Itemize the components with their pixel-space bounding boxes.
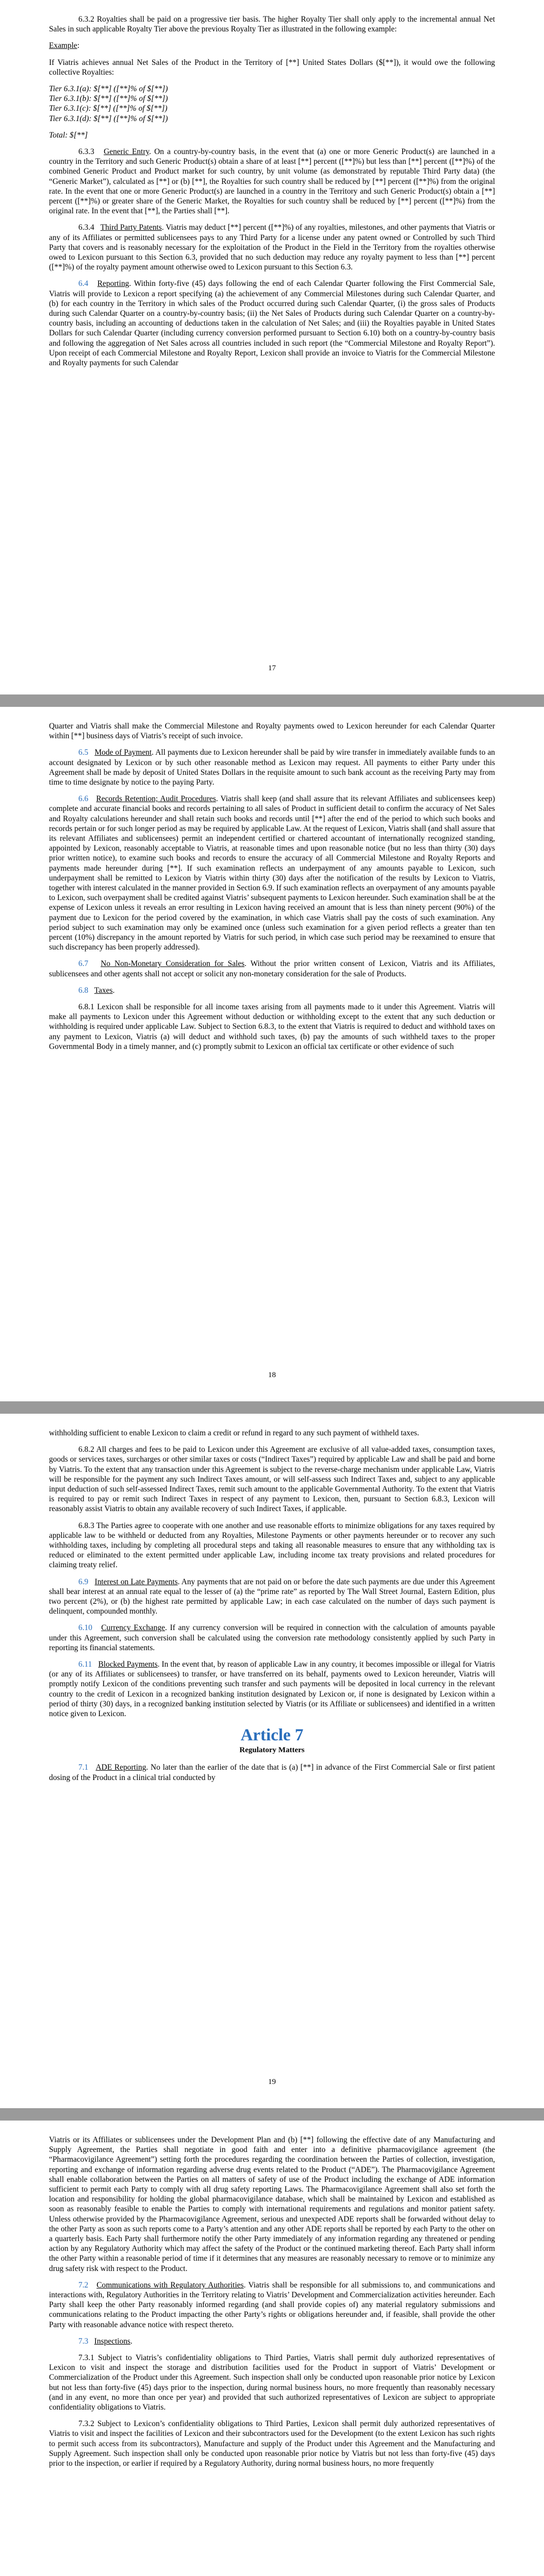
continued-paragraph: Quarter and Viatris shall make the Commercial Milestone and Royalty payments owed to Lexicon hereunder for each Calendar Quarter within [**] business days of Viatris’s receipt of such invoice. bbox=[49, 722, 495, 741]
section-number: 6.11 bbox=[78, 1660, 92, 1669]
section-title: ADE Reporting bbox=[95, 1763, 146, 1772]
tier-list bbox=[49, 84, 495, 124]
section-6-7 bbox=[49, 959, 495, 978]
section-6-3-3 bbox=[49, 147, 495, 216]
section-7-3-1: 7.3.1 Subject to Viatris’s confidentiality obligations to Third Parties, Viatris shall permit duly authorized representatives of Lexicon to visit and inspect the storage and distribution facilities used for the Product in support of Viatris’ Development or Commercialization of the Product under this Agreement. Such inspection shall only be conducted upon reasonable prior notice by Lexicon but not less than forty-five (45) days prior to the inspection, during normal business hours, no more frequently than reasonably necessary (and in any event, no more than once per year) and provided that such authorized representatives of Lexicon are subject to appropriate confidentiality obligations to Viatris. bbox=[49, 2353, 495, 2412]
document-page-18 bbox=[0, 707, 544, 1401]
section-number: 6.8 bbox=[78, 986, 89, 995]
section-title: Currency Exchange bbox=[101, 1623, 165, 1633]
section-number: 6.3.3 bbox=[78, 147, 94, 157]
section-body: . Within forty-five (45) days following the end of each Calendar Quarter following the First Commercial Sale, Viatris will provide to Lexicon a report specifying (a) the achievement of any Commercial Milestones during such Calendar Quarter, and (b) for each country in the Territory in which sales of the Product occurred during such Calendar Quarter, (i) the gross sales of Products during such Calendar Quarter on a country-by-country basis; (ii) the Net Sales of Products during such Calendar Quarter on a country-by-country basis, including an accounting of deductions taken in the calculation of Net Sales; and (iii) the Royalties payable in United States Dollars for such Calendar Quarter (including currency conversion performed pursuant to Section 6.10) both on a country-by-country basis and following the aggregation of Net Sales across all countries included in such report (the “Commercial Milestone and Royalty Report”). Upon receipt of each Commercial Milestone and Royalty Report, Lexicon shall provide an invoice to Viatris for the Commercial Milestone and Royalty payments for such Calendar bbox=[49, 279, 496, 368]
section-body: . Viatris may deduct [**] percent ([**]%) of any royalties, milestones, and other payments that Viatris or any of its Affiliates or permitted sublicensees pays to any Third Party for a license under any patent owned or Controlled by such Third Party that covers and is reasonably necessary for the exploitation of the Product in the Field in the Territory from the royalties otherwise owed to Lexicon pursuant to this Section 6.3, provided that no such deduction may reduce any royalty payment to less than [**] percent ([**]%) of the royalty payment amount otherwise owed to Lexicon pursuant to this Section 6.3. bbox=[49, 223, 496, 272]
tier-line: Tier 6.3.1(b): $[**] ([**]% of $[**]) bbox=[49, 94, 168, 104]
section-number: 6.3.4 bbox=[78, 223, 94, 232]
section-title: Mode of Payment bbox=[94, 748, 152, 757]
section-number: 7.1 bbox=[78, 1763, 89, 1772]
section-title: Generic Entry bbox=[104, 147, 150, 157]
section-title: Reporting bbox=[97, 279, 129, 289]
section-body: . No later than the earlier of the date that is (a) [**] in advance of the First Commercial Sale or first patient dosing of the Product in a clinical trial conducted by bbox=[49, 1763, 495, 1782]
section-6-3-4 bbox=[49, 223, 495, 272]
example-label-text: Example bbox=[49, 41, 77, 50]
section-6-4 bbox=[49, 279, 495, 368]
section-number: 6.5 bbox=[78, 748, 89, 757]
section-title: Inspections bbox=[94, 2336, 130, 2346]
document-page-17 bbox=[0, 0, 544, 694]
section-6-8-1: 6.8.1 Lexicon shall be responsible for all income taxes arising from all payments made to it under this Agreement. Viatris will make all payments to Lexicon under this Agreement without deduction or withholding except to the extent that any such deduction or withholding is required under applicable Law. Subject to Section 6.8.3, to the extent that Viatris is required to deduct and withhold taxes on any payment to Lexicon, Viatris (a) will deduct and withhold such taxes, (b) pay the amounts of such withheld taxes to the proper Governmental Body in a timely manner, and (c) promptly submit to Lexicon an official tax certificate or other evidence of such bbox=[49, 1003, 495, 1051]
section-body: . Any payments that are not paid on or before the date such payments are due under this Agreement shall bear interest at an annual rate equal to the lesser of (a) the “prime rate” as reported by The Wall Street Journal, Eastern Edition, plus two percent (2%), or (b) the highest rate permitted by applicable Law; in each case calculated on the number of days such payment is delinquent, compounded monthly. bbox=[49, 1577, 495, 1616]
article-subtitle: Regulatory Matters bbox=[239, 1746, 305, 1755]
total-line: Total: $[**] bbox=[49, 130, 88, 140]
example-label: Example: bbox=[49, 41, 79, 50]
section-number: 6.6 bbox=[78, 794, 89, 804]
section-body: . In the event that, by reason of applicable Law in any country, it becomes impossible or illegal for Viatris (or any of its Affiliates or sublicensees) to transfer, or have transferred on its behalf, payments owed to Lexicon hereunder, Viatris will promptly notify Lexicon of the conditions preventing such transfer and such payments will be deposited in local currency in the relevant country to the credit of Lexicon in a recognized banking institution designated by Lexicon or, if none is designated by Lexicon within a period of thirty (30) days, in a recognized banking institution selected by Viatris (or its Affiliate or sublicensees) and identified in a written notice given to Lexicon. bbox=[49, 1660, 495, 1719]
section-body: . On a country-by-country basis, in the event that (a) one or more Generic Product(s) are launched in a country in the Territory and such Generic Product(s) obtain a share of at least [**] percent ([**]%) but less than [**] percent ([**]%) of the combined Generic Product and Product market for such country, by unit volume (as demonstrated by reputable Third Party data) (the “Generic Market”), calculated as [**] or (b) [**], the Royalties for such country shall be reduced by [**] percent ([**]%) from the original rate. In the event that one or more Generic Product(s) are launched in a country in the Territory and such Generic Product(s) obtain a [**] percent ([**]%) or greater share of the Generic Market, the Royalties for such country shall be reduced by [**] percent ([**]%) from the original rate. In the event that [**], the Parties shall [**]. bbox=[49, 147, 496, 216]
section-title: Blocked Payments bbox=[98, 1660, 158, 1669]
tier-line: Tier 6.3.1(d): $[**] ([**]% of $[**]) bbox=[49, 114, 168, 123]
page-number: 18 bbox=[268, 1371, 276, 1379]
section-number: 6.4 bbox=[78, 279, 89, 289]
section-body: . All payments due to Lexicon hereunder shall be paid by wire transfer in immediately available funds to an account designated by Lexicon or by such other reasonable method as Lexicon may request. All payments to either Party under this Agreement shall be made by deposit of United States Dollars in the requisite amount to such bank account as the receiving Party may from time to time designate by notice to the paying Party. bbox=[49, 748, 495, 787]
section-body: . Viatris shall be responsible for all submissions to, and communications and interactions with, Regulatory Authorities in the Territory relating to Viatris’ Development and Commercialization activities hereunder. Each Party shall keep the other Party reasonably informed regarding (and shall provide copies of) any material regulatory submissions and communications relating to the Product impacting the other Party’s rights or obligations hereunder and, if feasible, shall provide the other Party with reasonable advance notice with respect thereto. bbox=[49, 2280, 496, 2329]
section-title: No Non-Monetary Consideration for Sales bbox=[101, 959, 245, 969]
section-6-8: 6.8 Taxes. bbox=[78, 986, 115, 995]
paragraph-6-3-2: 6.3.2 Royalties shall be paid on a progressive tier basis. The higher Royalty Tier shall only apply to the incremental annual Net Sales in such applicable Royalty Tier above the previous Royalty Tier as illustrated in the following example: bbox=[49, 15, 495, 34]
document-page-20 bbox=[0, 2121, 544, 2576]
section-title: Taxes bbox=[94, 986, 113, 995]
continued-paragraph: Viatris or its Affiliates or sublicensees under the Development Plan and (b) [**] following the effective date of any Manufacturing and Supply Agreement, the Parties shall negotiate in good faith and enter into a definitive pharmacovigilance agreement (the “Pharmacovigilance Agreement”) setting forth the procedures regarding the coordination between the Parties of collection, investigation, reporting and exchange of information regarding adverse drug events related to the Product (“ADE”). The Pharmacovigilance Agreement shall enable collaboration between the Parties on all matters of safety of use of the Product including the exchange of ADE information sufficient to permit each Party to comply with all drug safety reporting Laws. The Pharmacovigilance Agreement shall also set forth the location and responsibility for holding the global pharmacovigilance database, which shall be maintained by Lexicon and established as soon as reasonably feasible to enable the Parties to comply with international requirements and regulations and monitor patient safety. Unless otherwise provided by the Pharmacovigilance Agreement, serious and unexpected ADE reports shall be forwarded without delay to the other Party as soon as such reports come to a Party’s attention and any other ADE reports shall be reported by each Party to the other on a quarterly basis. Each Party shall furthermore notify the other Party immediately of any information regarding any threatened or pending action by any Regulatory Authority which may affect the safety of the Product or the continued marketing thereof. Each Party shall inform the other Party within a reasonable period of time if it determines that any measures are reasonably necessary to remove or to minimize any drug safety risk with respect to the Product. bbox=[49, 2136, 495, 2273]
section-7-1 bbox=[49, 1762, 495, 1782]
section-6-6 bbox=[49, 794, 495, 952]
section-6-9 bbox=[49, 1577, 495, 1617]
section-6-11 bbox=[49, 1659, 495, 1719]
section-number: 6.10 bbox=[78, 1623, 92, 1633]
document-page-19 bbox=[0, 1414, 544, 2108]
tier-line: Tier 6.3.1(c): $[**] ([**]% of $[**]) bbox=[49, 104, 168, 113]
section-body: . Without the prior written consent of Lexicon, Viatris and its Affiliates, sublicensees and other agents shall not accept or solicit any non-monetary consideration for the sale of Products. bbox=[49, 959, 495, 978]
section-6-5 bbox=[49, 748, 495, 787]
section-number: 7.2 bbox=[78, 2280, 89, 2290]
section-number: 6.7 bbox=[78, 959, 89, 969]
section-6-8-2: 6.8.2 All charges and fees to be paid to Lexicon under this Agreement are exclusive of all value-added taxes, consumption taxes, goods or services taxes, surcharges or other similar taxes or costs (“Indirect Taxes”) required by applicable Law and shall be paid and borne by Viatris. To the extent that any transaction under this Agreement is subject to the reverse-charge mechanism under applicable Law, Viatris will be responsible for the payment any such Indirect Taxes amount, or will self-assess such Indirect Taxes and, subject to any applicable input deduction of such self-assessed Indirect Taxes, remit such amount to the applicable Governmental Authority. To the extent that Viatris is required to pay or remit such Indirect Taxes in respect of any payment to Lexicon, then, pursuant to Section 6.8.3, Lexicon will reasonably assist Viatris to obtain any available recovery of such Indirect Taxes, if applicable. bbox=[49, 1445, 495, 1514]
article-title: Article 7 bbox=[240, 1726, 304, 1745]
section-7-3: 7.3 Inspections. bbox=[78, 2336, 133, 2346]
section-title: Third Party Patents bbox=[100, 223, 162, 232]
tier-line: Tier 6.3.1(a): $[**] ([**]% of $[**]) bbox=[49, 84, 168, 94]
section-body: . Viatris shall keep (and shall assure that its relevant Affiliates and sublicensees keep) complete and accurate financial books and records pertaining to all sales of Product in sufficient detail to confirm the accuracy of Net Sales and Royalty calculations hereunder and shall retain such books and records until [**] after the end of the period to which such books and records pertain or for such longer period as may be required by applicable Law. At the request of Lexicon, Viatris shall (and shall assure that its relevant Affiliates and sublicensees) permit an independent certified or chartered accountant of internationally recognized standing, appointed by Lexicon, reasonably acceptable to Viatris, at reasonable times and upon reasonable notice (but no less than thirty (30) days prior written notice), to examine such books and records to ensure the accuracy of all Commercial Milestone and Royalty Reports and payments made hereunder during [**]. If such examination reflects an underpayment of any amounts payable to Lexicon, such underpayment shall be remitted to Lexicon by Viatris within thirty (30) days after the notification of the results by Lexicon to Viatris, together with interest calculated in the manner provided in Section 6.9. If such examination reflects an overpayment of any amounts payable to Lexicon, such overpayment shall be credited against Viatris’ subsequent payments to Lexicon hereunder. Such examination shall be at the expense of Lexicon unless it reveals an error resulting in Lexicon having received an amount that is less than ninety percent (90%) of the payment due to Lexicon for the period covered by the examination, in which case Viatris shall pay the costs of such examination. Any period subject to such examination may only be examined once (unless such examination for a given period reflects a greater than ten percent (10%) discrepancy in the amount reported by Viatris for such period, in which case such period may be reexamined to ensure that such discrepancy has been properly addressed). bbox=[49, 794, 496, 952]
section-title: Interest on Late Payments bbox=[94, 1577, 178, 1586]
continued-paragraph: withholding sufficient to enable Lexicon to claim a credit or refund in regard to any such payment of withheld taxes. bbox=[49, 1429, 419, 1437]
section-body: . If any currency conversion will be required in connection with the calculation of amounts payable under this Agreement, such conversion shall be calculated using the conversion rate methodology consistently applied by such Party in reporting its financial statements. bbox=[49, 1623, 496, 1652]
section-7-2 bbox=[49, 2280, 495, 2330]
section-number: 7.3 bbox=[78, 2336, 89, 2346]
section-title: Communications with Regulatory Authorities bbox=[96, 2280, 244, 2290]
section-6-8-3: 6.8.3 The Parties agree to cooperate with one another and use reasonable efforts to minimize obligations for any taxes required by applicable law to be withheld or deducted from any Royalties, Milestone Payments or other payments hereunder or to recover any such withholding taxes, including by completing all procedural steps and taking all reasonable measures to ensure that any withholding tax is reduced or eliminated to the extent permitted under applicable Law, including income tax treaty provisions and related procedures for claiming treaty relief. bbox=[49, 1521, 495, 1570]
section-number: 6.9 bbox=[78, 1577, 89, 1586]
example-text: If Viatris achieves annual Net Sales of the Product in the Territory of [**] United States Dollars ($[**]), it would owe the following collective Royalties: bbox=[49, 58, 495, 77]
page-number: 17 bbox=[268, 664, 276, 672]
section-7-3-2: 7.3.2 Subject to Lexicon’s confidentiality obligations to Third Parties, Lexicon shall permit duly authorized representatives of Viatris to visit and inspect the facilities of Lexicon and their subcontractors used for the Development (to the extent Lexicon has such rights to permit such access from its subcontractors), Manufacture and supply of the Product under this Agreement and the Manufacturing and Supply Agreement. Such inspection shall only be conducted upon reasonable prior notice by Viatris but not less than forty-five (45) days prior to the inspection, or earlier if required by a Regulatory Authority, during normal business hours, no more frequently bbox=[49, 2419, 495, 2468]
section-title: Records Retention; Audit Procedures bbox=[96, 794, 216, 804]
page-number: 19 bbox=[268, 2078, 276, 2086]
section-6-10 bbox=[49, 1623, 495, 1653]
